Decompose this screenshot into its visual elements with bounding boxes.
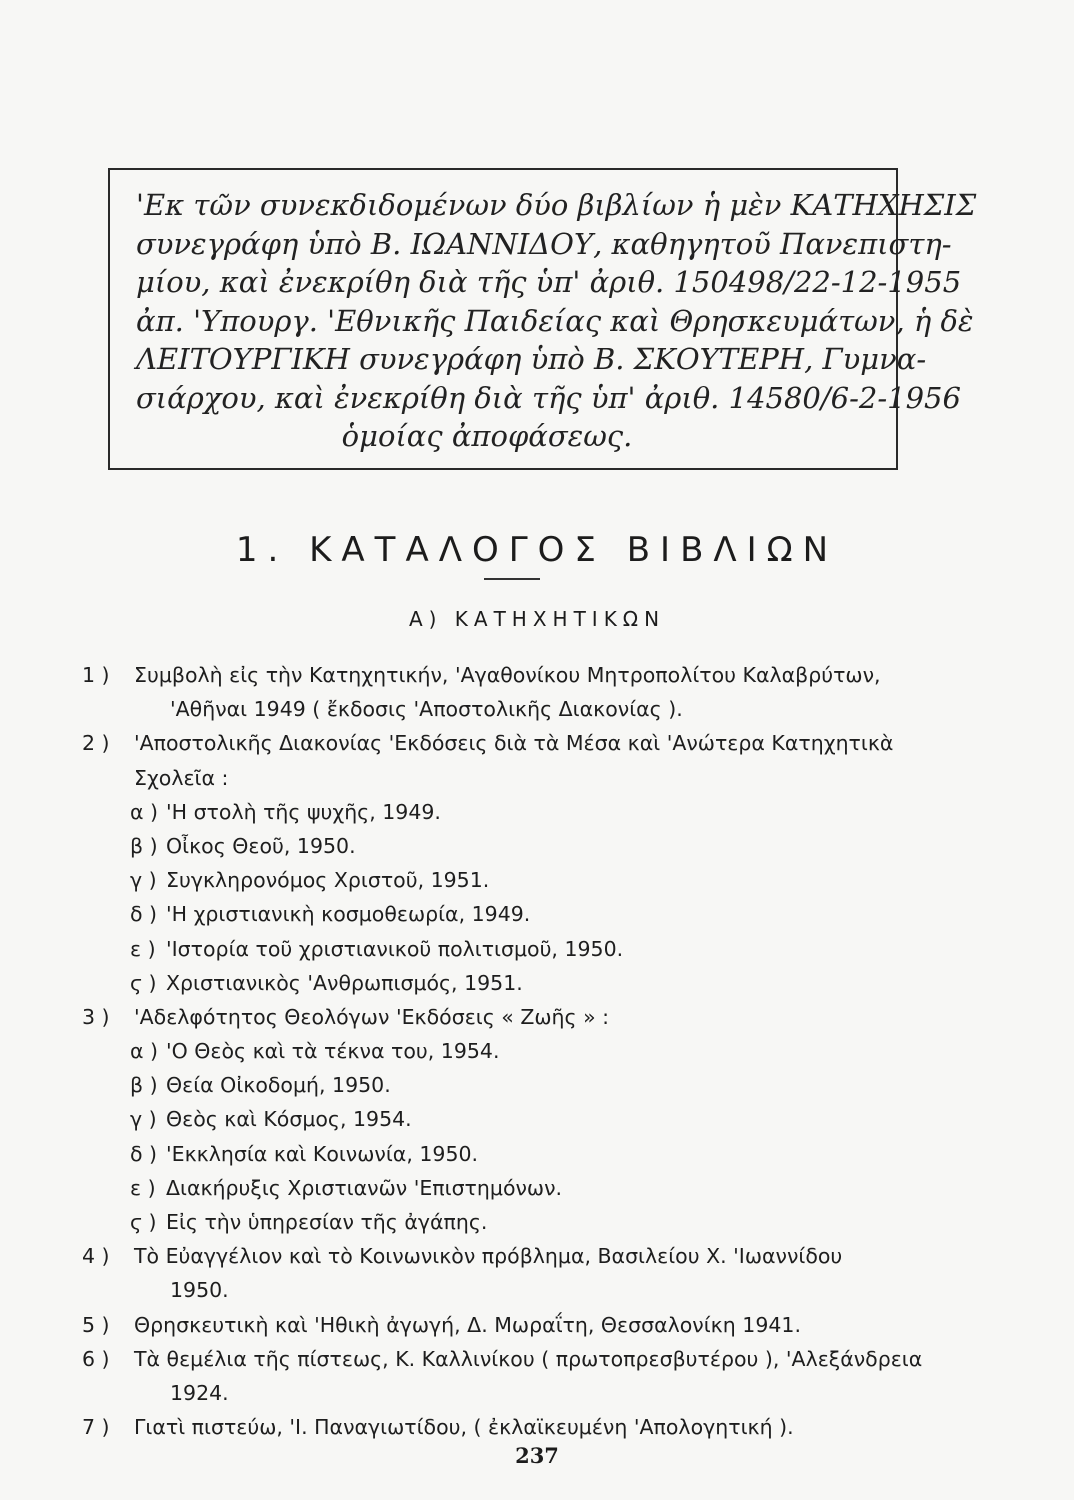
approval-notice-box xyxy=(108,168,977,470)
book-list xyxy=(82,658,982,1444)
item-number: β ) xyxy=(130,833,158,858)
item-text: Συμβολὴ εἰς τὴν Κατηχητικήν, 'Αγαθονίκου Μητροπολίτου Καλαβρύτων, xyxy=(134,663,881,687)
notice-line: μίου, καὶ ἐνεκρίθη διὰ τῆς ὑπ' ἀριθ. 150498/22-12-1955 xyxy=(136,265,962,299)
list-item xyxy=(82,1068,982,1102)
list-item xyxy=(82,1410,982,1444)
item-number: α ) xyxy=(130,799,159,824)
list-item xyxy=(82,1102,982,1136)
list-item xyxy=(82,1239,982,1273)
section-subheading: Α) ΚΑΤΗΧΗΤΙΚΩΝ xyxy=(408,607,666,631)
list-item xyxy=(82,966,982,1000)
list-item xyxy=(82,1137,982,1171)
notice-line: σιάρχου, καὶ ἐνεκρίθη διὰ τῆς ὑπ' ἀριθ. 14580/6-2-1956 xyxy=(136,380,961,415)
item-text: Θεὸς καὶ Κόσμος, 1954. xyxy=(166,1107,412,1132)
item-text: 'Αθῆναι 1949 ( ἔκδοσις 'Αποστολικῆς Διακονίας ). xyxy=(170,697,683,722)
item-number: 4 ) xyxy=(82,1244,110,1269)
list-item xyxy=(82,692,982,726)
item-text: 'Εκκλησία καὶ Κοινωνία, 1950. xyxy=(166,1141,479,1166)
item-number: 2 ) xyxy=(82,731,110,756)
item-number: α ) xyxy=(130,1039,159,1064)
item-text: 'Αποστολικῆς Διακονίας 'Εκδόσεις διὰ τὰ Μέσα καὶ 'Ανώτερα Κατηχητικὰ xyxy=(134,731,894,756)
list-item xyxy=(82,1205,982,1239)
list-item xyxy=(82,1034,982,1068)
list-item xyxy=(82,1342,982,1376)
item-text: Θρησκευτικὴ καὶ 'Ηθικὴ ἀγωγή, Δ. Μωραΐτη, Θεσσαλονίκη 1941. xyxy=(134,1312,801,1337)
item-number: δ ) xyxy=(130,1141,158,1166)
list-item xyxy=(82,1376,982,1410)
item-text: Τὸ Εὐαγγέλιον καὶ τὸ Κοινωνικὸν πρόβλημα, Βασιλείου Χ. 'Ιωαννίδου xyxy=(134,1244,843,1269)
list-item xyxy=(82,795,982,829)
item-text: 1924. xyxy=(170,1380,229,1405)
item-number: 1 ) xyxy=(82,663,110,687)
item-text: 1950. xyxy=(170,1278,229,1303)
item-text: Διακήρυξις Χριστιανῶν 'Επιστημόνων. xyxy=(166,1175,563,1200)
item-number: ε ) xyxy=(130,1175,156,1200)
notice-line: ΛΕΙΤΟΥΡΓΙΚΗ συνεγράφη ὑπὸ Β. ΣΚΟΥΤΕΡΗ, Γυμνα- xyxy=(136,342,927,376)
notice-line: συνεγράφη ὑπὸ Β. ΙΩΑΝΝΙΔΟΥ, καθηγητοῦ Πανεπιστη- xyxy=(136,226,952,261)
list-item xyxy=(82,829,982,863)
list-item xyxy=(82,761,982,795)
list-item xyxy=(82,932,982,966)
list-item xyxy=(82,658,982,692)
list-item xyxy=(82,1171,982,1205)
item-number: γ ) xyxy=(130,1107,157,1132)
item-number: γ ) xyxy=(130,868,157,893)
heading-divider xyxy=(484,578,540,580)
item-text: Οἶκος Θεοῦ, 1950. xyxy=(166,833,356,858)
item-text: Τὰ θεμέλια τῆς πίστεως, Κ. Καλλινίκου ( πρωτοπρεσβυτέρου ), 'Αλεξάνδρεια xyxy=(134,1346,923,1371)
item-number: ε ) xyxy=(130,936,156,961)
item-text: Εἰς τὴν ὑπηρεσίαν τῆς ἀγάπης. xyxy=(166,1210,488,1234)
item-text: 'Ιστορία τοῦ χριστιανικοῦ πολιτισμοῦ, 1950. xyxy=(166,936,624,961)
item-text: 'Αδελφότητος Θεολόγων 'Εκδόσεις « Ζωῆς » : xyxy=(134,1004,610,1029)
list-item xyxy=(82,726,982,760)
item-number: 6 ) xyxy=(82,1346,110,1371)
item-text: Συγκληρονόμος Χριστοῦ, 1951. xyxy=(166,868,490,893)
list-item xyxy=(82,863,982,897)
item-text: 'Η χριστιανικὴ κοσμοθεωρία, 1949. xyxy=(166,902,531,927)
item-text: Θεία Οἰκοδομή, 1950. xyxy=(166,1073,391,1098)
notice-line: ἀπ. 'Υπουργ. 'Εθνικῆς Παιδείας καὶ Θρησκευμάτων, ἡ δὲ xyxy=(136,303,974,338)
notice-line: 'Εκ τῶν συνεκδιδομένων δύο βιβλίων ἡ μὲν ΚΑΤΗΧΗΣΙΣ xyxy=(136,188,977,222)
list-item xyxy=(82,1000,982,1034)
item-number: δ ) xyxy=(130,902,158,927)
notice-line: ὁμοίας ἀποφάσεως. xyxy=(341,419,633,453)
list-item xyxy=(82,897,982,931)
item-text: Χριστιανικὸς 'Ανθρωπισμός, 1951. xyxy=(166,970,523,995)
item-text: 'Η στολὴ τῆς ψυχῆς, 1949. xyxy=(166,799,441,824)
section-heading: 1. ΚΑΤΑΛΟΓΟΣ ΒΙΒΛΙΩΝ xyxy=(235,530,839,570)
item-text: Γιατὶ πιστεύω, 'Ι. Παναγιωτίδου, ( ἐκλαϊκευμένη 'Απολογητική ). xyxy=(134,1415,794,1440)
page-number: 237 xyxy=(515,1443,559,1468)
item-text: 'Ο Θεὸς καὶ τὰ τέκνα του, 1954. xyxy=(166,1039,500,1064)
item-number: 5 ) xyxy=(82,1312,110,1337)
item-number: β ) xyxy=(130,1073,158,1098)
item-number: ϛ ) xyxy=(130,1210,157,1234)
list-item xyxy=(82,1273,982,1307)
item-number: 3 ) xyxy=(82,1004,110,1029)
list-item xyxy=(82,1308,982,1342)
item-text: Σχολεῖα : xyxy=(134,765,229,790)
item-number: ϛ ) xyxy=(130,970,157,995)
item-number: 7 ) xyxy=(82,1415,110,1440)
